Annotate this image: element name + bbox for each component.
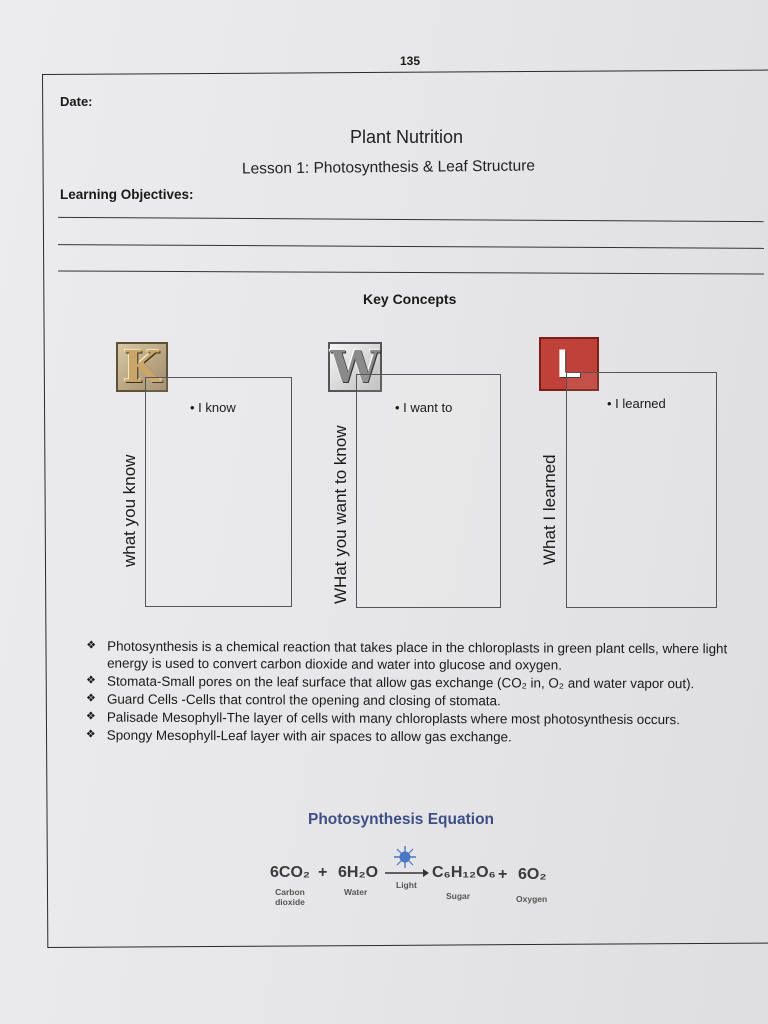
k-bullet: • I know: [190, 400, 236, 415]
plus-sign-2: +: [498, 866, 508, 883]
label-sugar: Sugar: [446, 891, 471, 901]
equation-title: Photosynthesis Equation: [308, 811, 495, 828]
plus-sign-1: +: [318, 864, 328, 881]
lesson-subtitle: Lesson 1: Photosynthesis & Leaf Structure: [241, 157, 536, 178]
learning-objectives-label: Learning Objectives:: [60, 187, 194, 202]
product-o2: 6O₂: [518, 866, 547, 883]
concept-text: Photosynthesis is a chemical reaction that takes place in the chloroplasts in green plant cells, where light energy is used to convert carbon dioxide and water into glucose and oxygen.: [107, 638, 728, 673]
w-bullet: • I want to: [395, 400, 453, 415]
reactant-h2o: 6H₂O: [338, 864, 379, 881]
label-water: Water: [344, 887, 368, 897]
concept-text: Palisade Mesophyll-The layer of cells with many chloroplasts where most photosynthesis occurs.: [106, 709, 680, 728]
concept-text: Stomata-Small pores on the leaf surface that allow gas exchange (CO₂ in, O₂ and water vapor out).: [107, 673, 695, 692]
concept-item: [86, 691, 766, 711]
page-number: 135: [400, 54, 421, 68]
concept-text: Guard Cells -Cells that control the opening and closing of stomata.: [106, 691, 501, 709]
l-side-label: What I learned: [540, 454, 559, 565]
l-bullet: • I learned: [607, 396, 666, 411]
product-glucose: C₆H₁₂O₆: [432, 864, 496, 881]
k-side-label: what you know: [120, 454, 139, 567]
concept-item: [86, 673, 766, 693]
concept-item: [86, 727, 766, 747]
key-concepts-list: [86, 638, 766, 748]
diamond-bullet-icon: ❖: [85, 710, 96, 723]
key-concepts-heading: Key Concepts: [363, 291, 457, 307]
l-letter-tile: L: [539, 337, 599, 391]
concept-item: [86, 709, 766, 729]
w-side-label: WHat you want to know: [331, 425, 350, 604]
concept-text: Spongy Mesophyll-Leaf layer with air spaces to allow gas exchange.: [106, 727, 512, 745]
diamond-bullet-icon: ❖: [85, 728, 96, 741]
label-carbon-dioxide: Carbon dioxide: [275, 887, 305, 907]
date-label: Date:: [60, 94, 93, 109]
k-letter-tile: K: [116, 342, 168, 392]
label-oxygen: Oxygen: [516, 894, 548, 904]
diamond-bullet-icon: ❖: [86, 639, 97, 652]
sun-icon: [394, 846, 416, 868]
light-label: Light: [396, 880, 417, 890]
concept-item: [86, 638, 766, 675]
diamond-bullet-icon: ❖: [86, 674, 96, 687]
w-letter-tile: W: [328, 342, 382, 392]
diamond-bullet-icon: ❖: [85, 692, 96, 705]
reactant-co2: 6CO₂: [270, 864, 311, 881]
page-title: Plant Nutrition: [350, 127, 464, 147]
